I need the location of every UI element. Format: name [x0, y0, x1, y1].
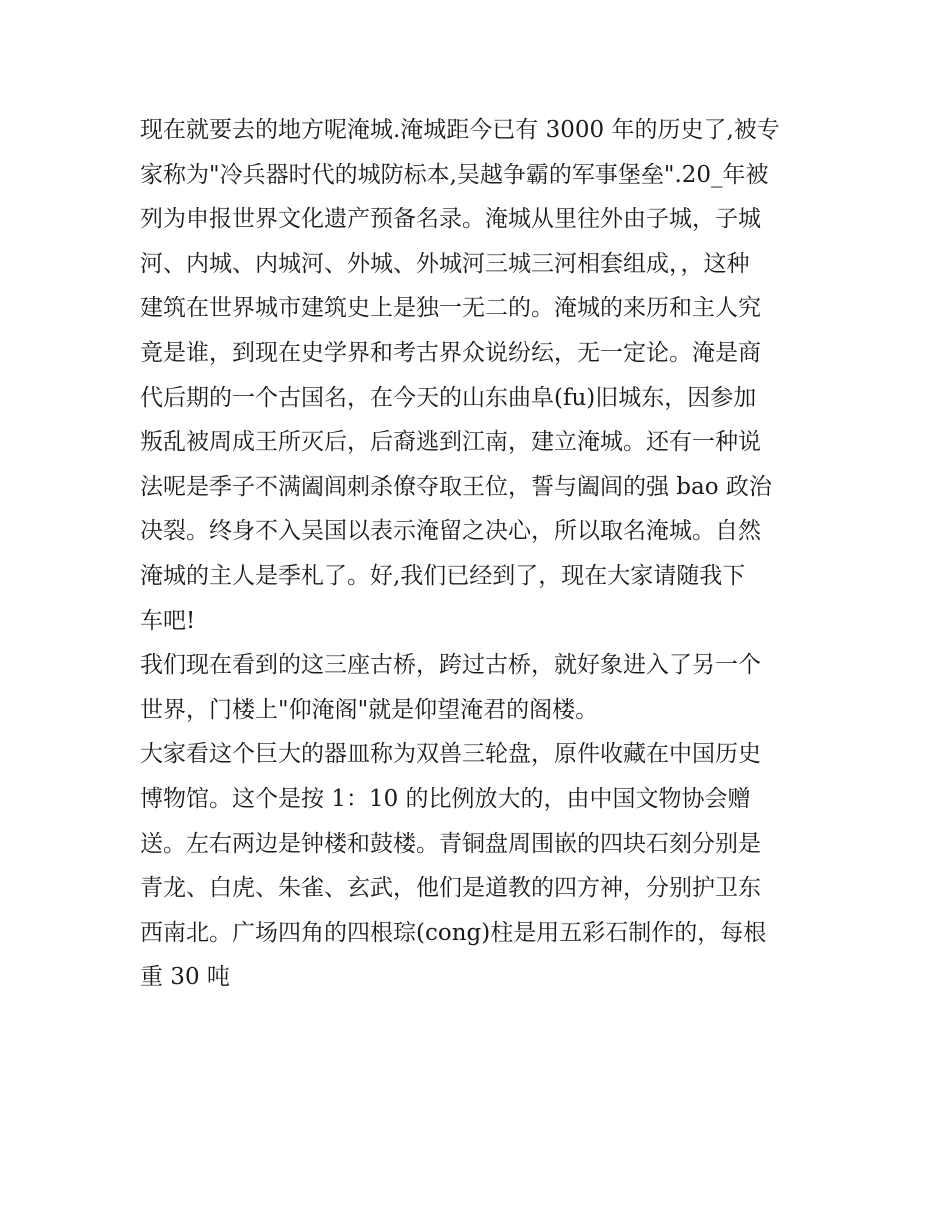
text-line: 我们现在看到的这三座古桥，跨过古桥，就好象进入了另一个	[140, 652, 761, 679]
text-line: 建筑在世界城市建筑史上是独一无二的。淹城的来历和主人究	[140, 295, 761, 322]
text-line: 竟是谁，到现在史学界和考古界众说纷纭，无一定论。淹是商	[140, 339, 761, 366]
text-line: 大家看这个巨大的器皿称为双兽三轮盘，原件收藏在中国历史	[140, 741, 761, 768]
text-line: 法呢是季子不满阖闾刺杀僚夺取王位，誓与阖闾的强 bao 政治	[140, 473, 772, 500]
text-line: 西南北。广场四角的四根琮(cong)柱是用五彩石制作的，每根	[140, 919, 767, 946]
text-line: 博物馆。这个是按 1：10 的比例放大的，由中国文物协会赠	[140, 785, 751, 812]
text-line: 淹城的主人是季札了。好,我们已经到了，现在大家请随我下	[140, 562, 746, 589]
text-line: 世界，门楼上"仰淹阁"就是仰望淹君的阁楼。	[140, 696, 599, 723]
text-line: 车吧!	[140, 607, 196, 634]
text-line: 代后期的一个古国名，在今天的山东曲阜(fu)旧城东，因参加	[140, 384, 757, 411]
text-line: 重 30 吨	[140, 964, 230, 991]
text-line: 河、内城、内城河、外城、外城河三城三河相套组成，，这种	[140, 250, 750, 277]
text-line: 列为申报世界文化遗产预备名录。淹城从里往外由子城，子城	[140, 206, 761, 233]
body-text	[140, 108, 820, 1000]
text-line: 青龙、白虎、朱雀、玄武，他们是道教的四方神，分别护卫东	[140, 875, 761, 902]
text-line: 决裂。终身不入吴国以表示淹留之决心，所以取名淹城。自然	[140, 518, 761, 545]
text-line: 送。左右两边是钟楼和鼓楼。青铜盘周围嵌的四块石刻分别是	[140, 830, 761, 857]
text-line: 现在就要去的地方呢淹城.淹城距今已有 3000 年的历史了,被专	[140, 117, 780, 143]
text-line: 家称为"冷兵器时代的城防标本,吴越争霸的军事堡垒".20_年被	[140, 161, 769, 188]
text-line: 叛乱被周成王所灭后，后裔逃到江南，建立淹城。还有一种说	[140, 429, 761, 456]
